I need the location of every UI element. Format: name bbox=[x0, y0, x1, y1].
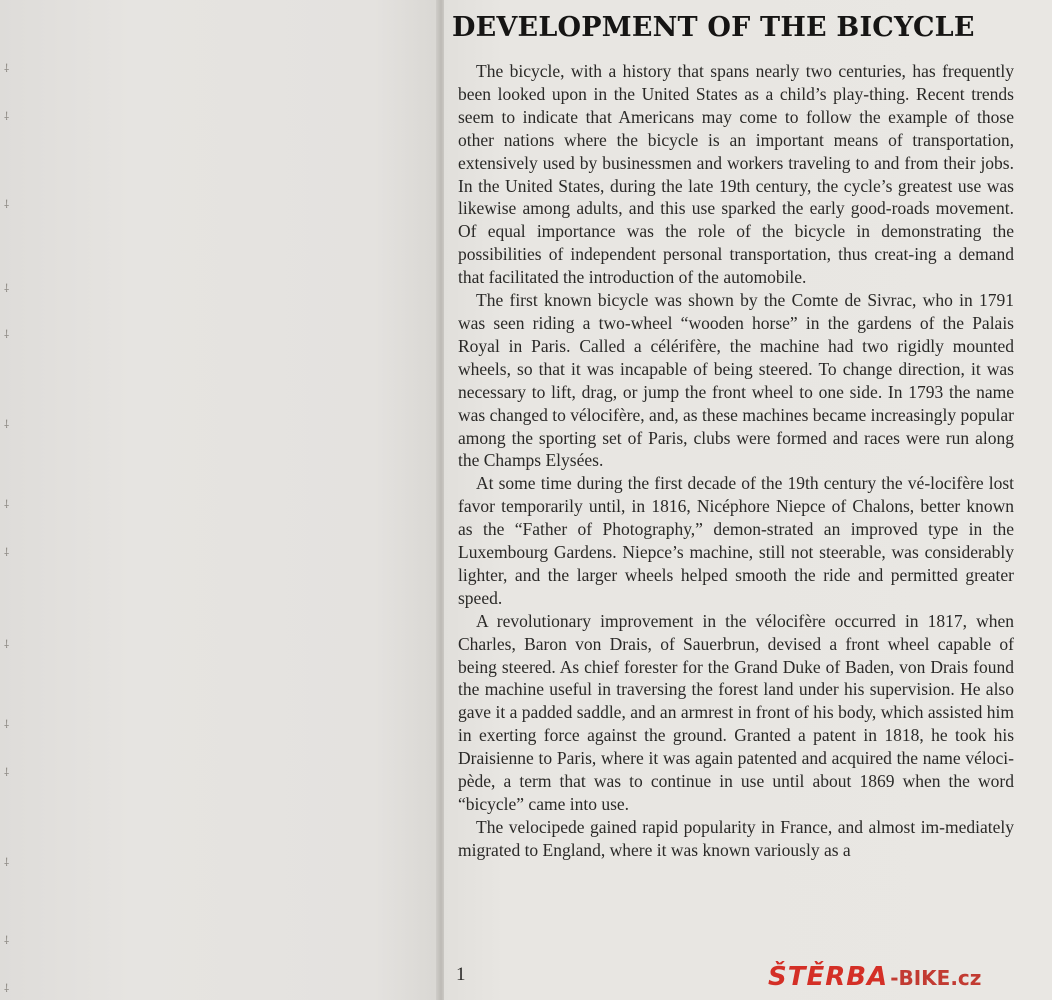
binding-stitch: ⸸ bbox=[4, 418, 10, 431]
paragraph-4: A revolutionary improvement in the vélocifère occurred in 1817, when Charles, Baron von Drais, of Sauerbrun, devised a front wheel capable of being steered. As chief forester for the Grand Duke of Baden, von Drais found the machine useful in traversing the forest land under his supervision. He also gave it a padded saddle, and an armrest in front of his body, which assisted him in exerting force against the ground. Granted a patent in 1818, he took his Draisienne to Paris, where it was again patented and acquired the name véloci-pède, a term that was to continue in use until about 1869 when the word “bicycle” came into use. bbox=[458, 610, 1014, 814]
binding-stitch: ⸸ bbox=[4, 856, 10, 869]
binding-stitch: ⸸ bbox=[4, 62, 10, 75]
binding-stitch: ⸸ bbox=[4, 110, 10, 123]
watermark-suffix: -BIKE.cz bbox=[890, 966, 982, 990]
binding-stitch: ⸸ bbox=[4, 198, 10, 211]
binding-stitch: ⸸ bbox=[4, 982, 10, 995]
paragraph-2: The first known bicycle was shown by the Comte de Sivrac, who in 1791 was seen riding a two-wheel “wooden horse” in the gardens of the Palais Royal in Paris. Called a célérifère, the machine had two rigidly mounted wheels, so that it was incapable of being steered. To change direction, it was necessary to lift, drag, or jump the front wheel to one side. In 1793 the name was changed to vélocifère, and, as these machines became increasingly popular among the sporting set of Paris, clubs were formed and races were run along the Champs Elysées. bbox=[458, 290, 1014, 471]
binding-stitch: ⸸ bbox=[4, 718, 10, 731]
binding-stitch: ⸸ bbox=[4, 934, 10, 947]
paragraph-5: The velocipede gained rapid popularity in France, and almost im-mediately migrated to England, where it was known variously as a bbox=[458, 816, 1014, 860]
article-body bbox=[458, 60, 1014, 862]
page-title: DEVELOPMENT OF THE BICYCLE bbox=[452, 12, 975, 43]
watermark-brand: ŠTĚRBA bbox=[768, 962, 889, 992]
binding-stitch: ⸸ bbox=[4, 328, 10, 341]
paragraph-1: The bicycle, with a history that spans nearly two centuries, has frequently been looked upon in the United States as a child’s play-thing. Recent trends seem to indicate that Americans may come to follow the example of those other nations where the bicycle is an important means of transportation, extensively used by businessmen and workers traveling to and from their jobs. In the United States, during the late 19th century, the cycle’s greatest use was likewise among adults, and this use sparked the early good-roads movement. Of equal importance was the role of the bicycle in demonstrating the possibilities of independent personal transportation, thus creat-ing a demand that facilitated the introduction of the automobile. bbox=[458, 61, 1014, 288]
binding-stitch: ⸸ bbox=[4, 638, 10, 651]
page-number: 1 bbox=[456, 964, 466, 985]
watermark-logo bbox=[768, 962, 981, 993]
binding-stitch: ⸸ bbox=[4, 282, 10, 295]
binding-stitch: ⸸ bbox=[4, 766, 10, 779]
left-page bbox=[0, 0, 440, 1000]
binding-stitch: ⸸ bbox=[4, 498, 10, 511]
paragraph-3: At some time during the first decade of the 19th century the vé-locifère lost favor temporarily until, in 1816, Nicéphore Niepce of Chalons, better known as the “Father of Photography,” demon-strated an improved type in the Luxembourg Gardens. Niepce’s machine, still not steerable, was considerably lighter, and the larger wheels helped smooth the ride and permitted greater speed. bbox=[458, 473, 1014, 608]
binding-stitch: ⸸ bbox=[4, 546, 10, 559]
